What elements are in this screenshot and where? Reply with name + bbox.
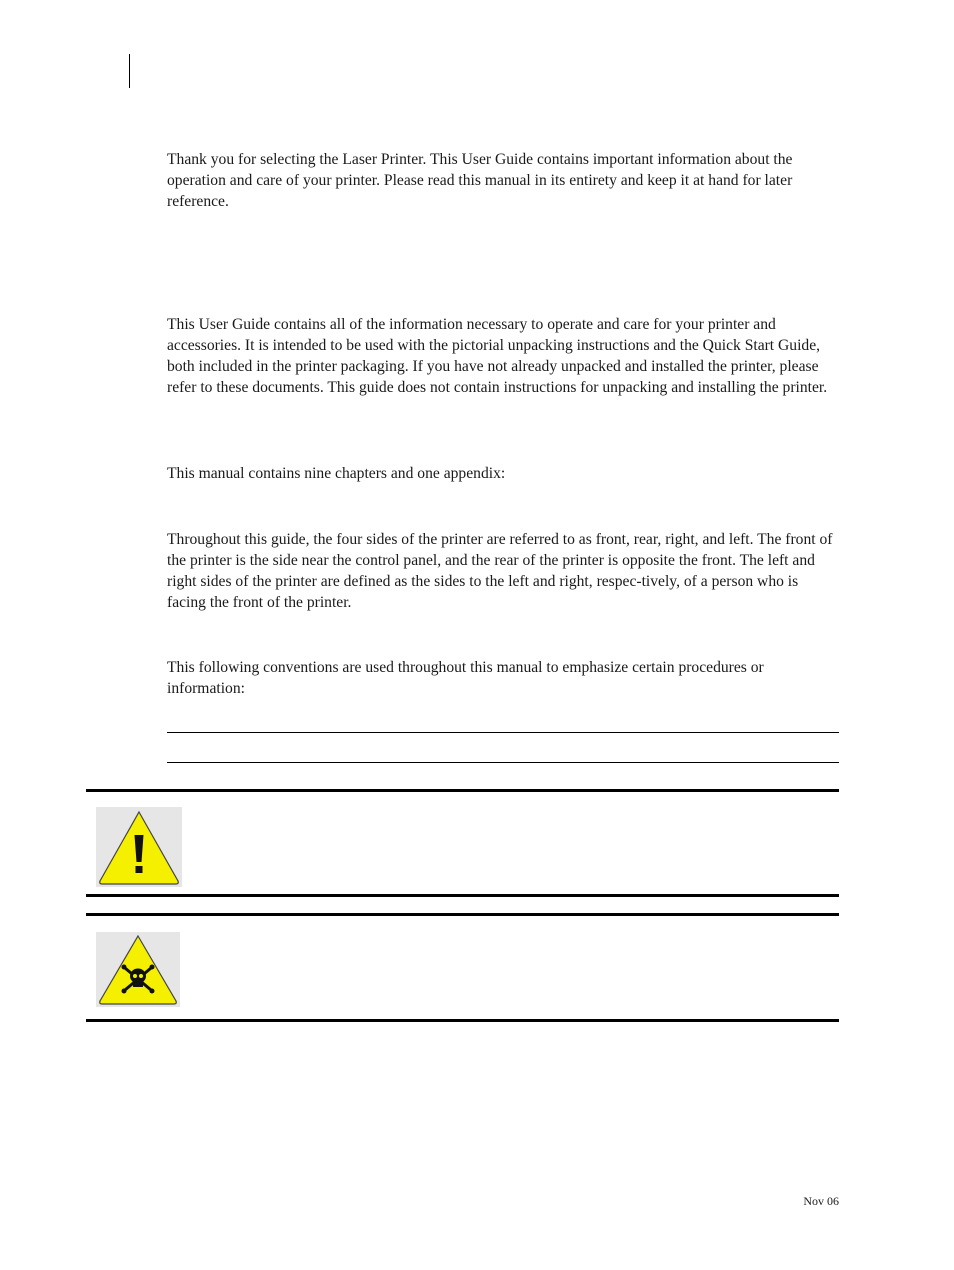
warning-rule-top <box>86 913 839 916</box>
warning-skull-crossbones-icon <box>96 932 180 1007</box>
conventions-paragraph: This following conventions are used throughout this manual to emphasize certain procedures or information: <box>167 659 764 697</box>
footer-date: Nov 06 <box>803 1194 839 1208</box>
table-rule-top <box>167 732 839 733</box>
caution-rule-bottom <box>86 894 839 897</box>
caution-exclamation-icon <box>96 807 182 887</box>
intro-paragraph: Thank you for selecting the Laser Printer. This User Guide contains important information about the operation and care of your printer. Please read this manual in its entirety and keep it at hand for later reference. <box>167 151 793 210</box>
caution-rule-top <box>86 789 839 792</box>
sides-paragraph: Throughout this guide, the four sides of the printer are referred to as front, rear, right, and left. The front of the printer is the side near the control panel, and the rear of the printer is opposite the front. The left and right sides of the printer are defined as the sides to the left and right, respec-tively, of a person who is facing the front of the printer. <box>167 531 833 611</box>
chapters-paragraph: This manual contains nine chapters and one appendix: <box>167 465 506 482</box>
purpose-paragraph: This User Guide contains all of the information necessary to operate and care for your printer and accessories. It is intended to be used with the pictorial unpacking instructions and the Quick Start Guide, both included in the printer packaging. If you have not already unpacked and installed the printer, please refer to these documents. This guide does not contain instructions for unpacking and installing the printer. <box>167 316 828 396</box>
warning-rule-bottom <box>86 1019 839 1022</box>
margin-change-bar <box>129 54 130 88</box>
table-rule-bottom <box>167 762 839 763</box>
